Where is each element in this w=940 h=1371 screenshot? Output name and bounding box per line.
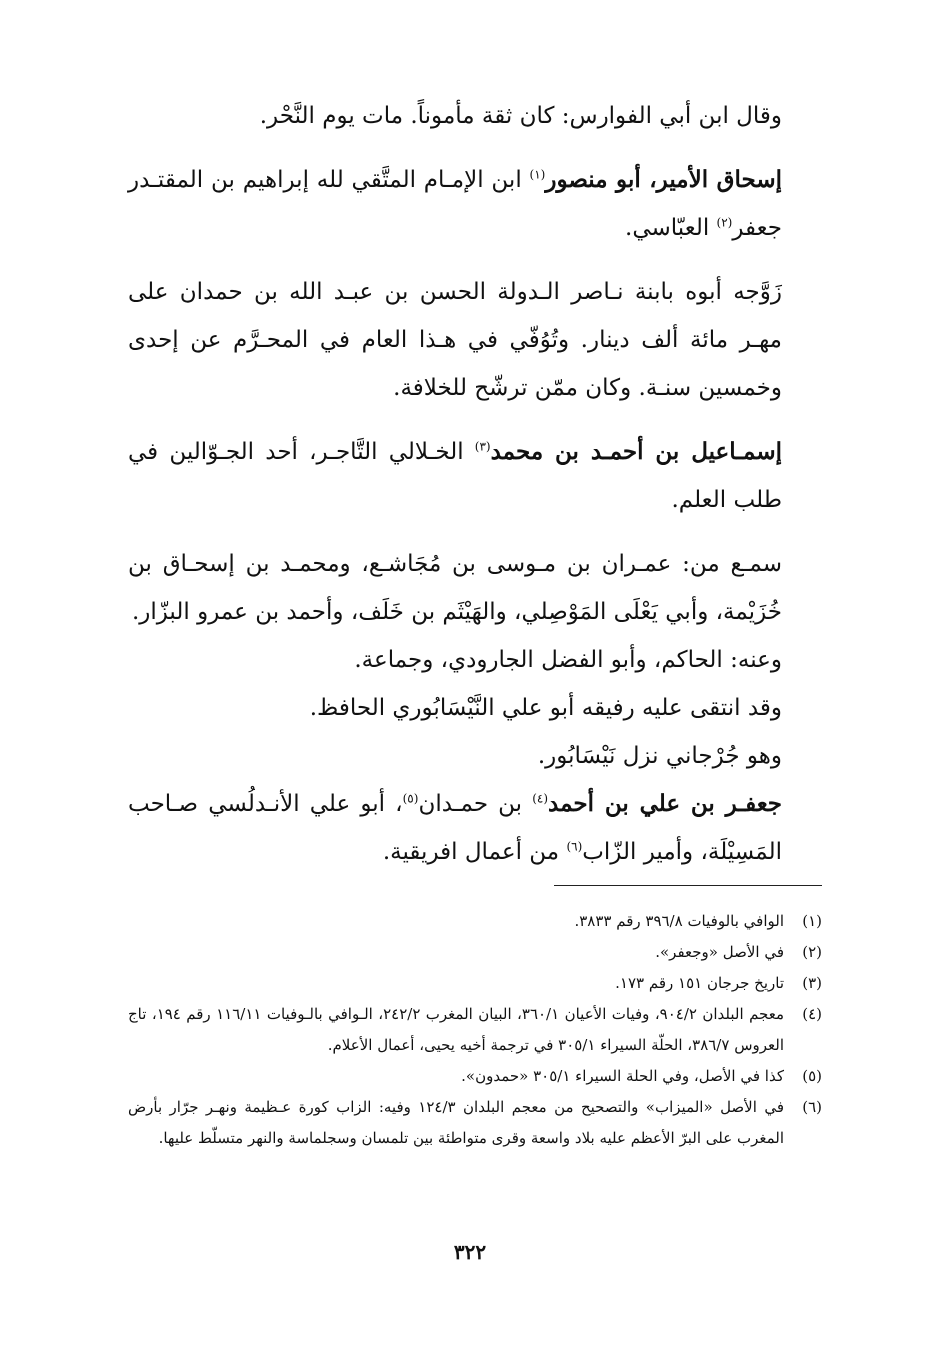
entry-ishaq-end: العبّاسي. bbox=[625, 215, 717, 241]
paragraph-origin bbox=[128, 732, 822, 780]
footnote-number: (٦) bbox=[802, 1098, 822, 1116]
footnote-5 bbox=[128, 1061, 822, 1092]
footnote-number: (٥) bbox=[802, 1067, 822, 1085]
entry-ishaq-lineage: ابن الإمـام المتَّقي لله إبراهيم بن المقتـدر جعفر bbox=[128, 167, 782, 241]
footnote-1 bbox=[128, 906, 822, 937]
paragraph-narrators-text: وعنه: الحاكم، وأبو الفضل الجارودي، وجماعة. bbox=[354, 647, 782, 673]
paragraph-marriage-text: زَوَّجه أبوه بابنة نـاصر الـدولة الحسن بن عبـد الله بن حمدان على مهـر مائة ألف دينار. وتُوُفّي في هـذا العام في المحـرَّم عن إحدى وخمسين سنـة. وكان ممّن ترشّح للخلافة. bbox=[128, 279, 782, 401]
paragraph-origin-text: وهو جُرْجاني نزل نَيْسَابُور. bbox=[537, 743, 782, 769]
footnote-ref-5[interactable]: (٥) bbox=[402, 791, 419, 806]
footnotes bbox=[128, 906, 822, 1154]
footnote-4 bbox=[128, 999, 822, 1061]
entry-ismail bbox=[128, 428, 822, 524]
paragraph-marriage bbox=[128, 268, 822, 412]
footnote-ref-3[interactable]: (٣) bbox=[474, 439, 491, 454]
paragraph-heard-from-text: سمـع من: عمـران بن مـوسى بن مُجَاشـع، ومحمـد بن إسحـاق بن خُزَيْمة، وأبي يَعْلَى المَوْصِلي، والهَيْثَم بن خَلَف، وأحمد بن عمرو البزّار. bbox=[128, 551, 782, 625]
entry-jafar-end: من أعمال افريقية. bbox=[382, 839, 567, 865]
footnote-ref-4[interactable]: (٤) bbox=[532, 791, 549, 806]
footnote-text: كذا في الأصل، وفي الحلة السيراء ٣٠٥/١ «حمدون». bbox=[461, 1067, 784, 1085]
footnote-number: (٣) bbox=[802, 974, 822, 992]
entry-ismail-rest: الخـلالي التَّاجـر، أحد الجـوّالين في طلب العلم. bbox=[128, 439, 782, 513]
footnote-text: في الأصل «الميزاب» والتصحيح من معجم البلدان ١٢٤/٣ وفيه: الزاب كورة عـظيمة ونهـر جرّار بأرض المغرب على البرّ الأعظم عليه بلاد واسعة وقرى متواطئة بين تلمسان وسجلماسة والنهر متسلّط عليها. bbox=[128, 1098, 784, 1147]
paragraph-narrators bbox=[128, 636, 822, 684]
page-number: ٣٢٢ bbox=[453, 1240, 487, 1264]
footnote-divider bbox=[554, 885, 822, 886]
footnote-text: الوافي بالوفيات ٣٩٦/٨ رقم ٣٨٣٣. bbox=[574, 912, 784, 930]
footnote-ref-2[interactable]: (٢) bbox=[716, 215, 733, 230]
footnote-2 bbox=[128, 937, 822, 968]
footnote-number: (٤) bbox=[802, 1005, 822, 1023]
footnote-number: (٢) bbox=[802, 943, 822, 961]
footnote-ref-6[interactable]: (٦) bbox=[566, 839, 583, 854]
entry-jafar-mid2: ، أبو علي الأنـدلُسي صـاحب المَسِيْلَة، وأمير الزّاب bbox=[128, 791, 782, 865]
footnote-6 bbox=[128, 1092, 822, 1154]
main-text bbox=[128, 92, 822, 876]
entry-jafar-name: جعفـر بن علي بن أحمد bbox=[548, 790, 783, 817]
entry-ishaq-name: إسحاق الأمير، أبو منصور bbox=[545, 166, 782, 193]
paragraph-selected-text: وقد انتقى عليه رفيقه أبو علي النَّيْسَابُوري الحافظ. bbox=[309, 695, 782, 721]
paragraph-1-text: وقال ابن أبي الفوارس: كان ثقة مأموناً. مات يوم النَّحْر. bbox=[259, 103, 782, 129]
entry-jafar bbox=[128, 780, 822, 876]
footnote-ref-1[interactable]: (١) bbox=[529, 167, 546, 182]
entry-ishaq bbox=[128, 156, 822, 252]
paragraph-1 bbox=[128, 92, 822, 140]
paragraph-heard-from bbox=[128, 540, 822, 636]
footnote-3 bbox=[128, 968, 822, 999]
footnote-text: في الأصل «وجعفر». bbox=[655, 943, 784, 961]
footnote-text: تاريخ جرجان ١٥١ رقم ١٧٣. bbox=[615, 974, 784, 992]
footnote-text: معجم البلدان ٩٠٤/٢، وفيات الأعيان ٣٦٠/١، البيان المغرب ٢٤٢/٢، الـوافي بالـوفيات ١١٦/١١ رقم ١٩٤، تاج العروس ٣٨٦/٧، الحلّة السيراء ٣٠٥/١ في ترجمة أخيه يحيى، أعمال الأعلام. bbox=[128, 1005, 785, 1054]
paragraph-selected bbox=[128, 684, 822, 732]
entry-jafar-mid: بن حمـدان bbox=[418, 791, 533, 817]
footnote-number: (١) bbox=[802, 912, 822, 930]
entry-ismail-name: إسمـاعيل بن أحمـد بن محمد bbox=[490, 438, 782, 465]
